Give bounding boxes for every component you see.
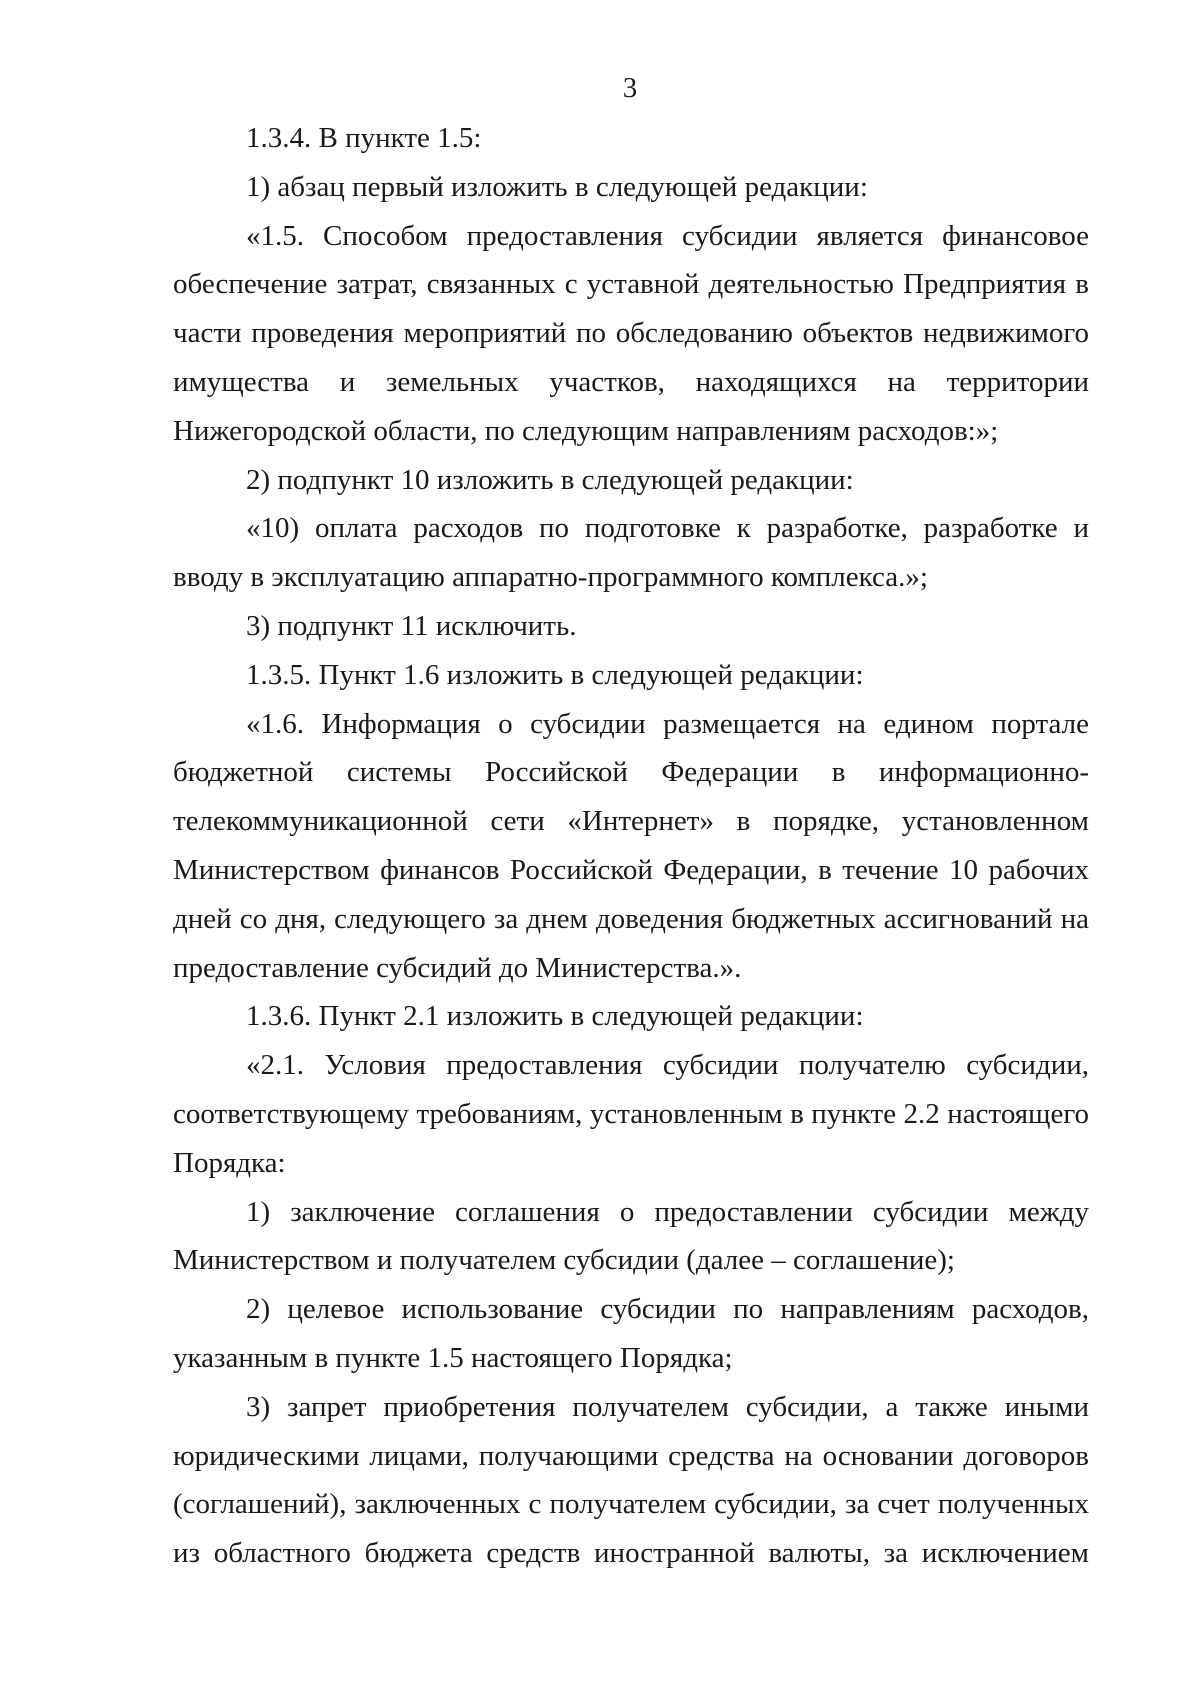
page-number: 3 bbox=[622, 72, 638, 104]
paragraph-quote-2-1: «2.1. Условия предоставления субсидии получателю субсидии, соответствующему требованиям, установленным в пункте 2.2 настоящего Порядка: bbox=[173, 1049, 1089, 1179]
paragraph-quote-10: «10) оплата расходов по подготовке к разработке, разработке и вводу в эксплуатацию аппаратно-программного комплекса.»; bbox=[173, 512, 1089, 594]
paragraph-quote-1-6: «1.6. Информация о субсидии размещается на едином портале бюджетной системы Российской Федерации в информационно-телекоммуникационной сети «Интернет» в порядке, установленном Министерством финансов Российской Федерации, в течение 10 рабочих дней со дня, следующего за днем доведения бюджетных ассигнований на предоставление субсидий до Министерства.». bbox=[173, 707, 1089, 984]
paragraph-condition-3: 3) запрет приобретения получателем субсидии, а также иными юридическими лицами, получающими средства на основании договоров (соглашений), заключенных с получателем субсидии, за счет полученных из областного бюджета средств иностранной валюты, за исключением bbox=[173, 1390, 1089, 1570]
paragraph-condition-1: 1) заключение соглашения о предоставлении субсидии между Министерством и получателем субсидии (далее – соглашение); bbox=[173, 1195, 1089, 1277]
paragraph-1-3-6: 1.3.6. Пункт 2.1 изложить в следующей редакции: bbox=[246, 1000, 864, 1033]
paragraph-1-3-5: 1.3.5. Пункт 1.6 изложить в следующей редакции: bbox=[246, 658, 864, 691]
paragraph-subitem-2: 2) подпункт 10 изложить в следующей редакции: bbox=[246, 463, 854, 496]
paragraph-subitem-3: 3) подпункт 11 исключить. bbox=[246, 609, 577, 642]
paragraph-1-3-4: 1.3.4. В пункте 1.5: bbox=[246, 122, 482, 154]
paragraph-condition-2: 2) целевое использование субсидии по направлениям расходов, указанным в пункте 1.5 настоящего Порядка; bbox=[173, 1293, 1089, 1374]
document-body bbox=[173, 114, 1089, 1578]
paragraph-quote-1-5: «1.5. Способом предоставления субсидии является финансовое обеспечение затрат, связанных с уставной деятельностью Предприятия в части проведения мероприятий по обследованию объектов недвижимого имущества и земельных участков, находящихся на территории Нижегородской области, по следующим направлениям расходов:»; bbox=[173, 219, 1089, 447]
paragraph-subitem-1: 1) абзац первый изложить в следующей редакции: bbox=[246, 170, 868, 203]
